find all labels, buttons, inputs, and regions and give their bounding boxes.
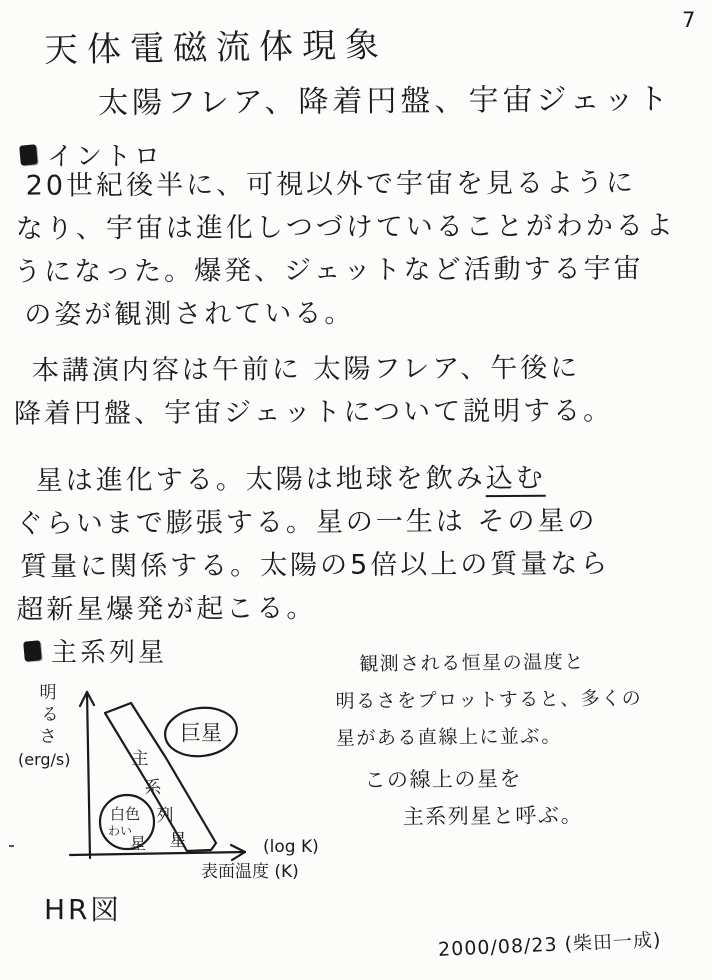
text-line [36,456,610,502]
giant-star-label: 巨星 [180,721,222,745]
section-heading-main-sequence [24,632,167,669]
text-line: の姿が観測されている。 [24,297,355,331]
diagram-caption: HR図 [44,893,122,926]
white-dwarf-label-part: 白色 [109,805,141,823]
note-line: 星がある直線上に並ぶ。 [335,725,562,750]
note-line: 主系列星と呼ぶ。 [402,803,584,829]
text-line: なり、宇宙は進化しつづけていることがわかるよ [15,210,676,245]
bullet-square-icon [23,640,42,661]
underlined-text: 込む [486,463,546,497]
text-line: 降着円盤、宇宙ジェットについて説明する。 [14,395,614,430]
bullet-square-icon [19,144,38,165]
paragraph-lecture-plan [14,346,613,435]
text-line: 質量に関係する。太陽の5倍以上の質量なら [20,548,611,583]
section-heading-main-sequence-label: 主系列星 [51,638,168,668]
hr-diagram-sketch [8,672,348,896]
x-axis-unit: (log K) [263,837,319,857]
y-axis-unit: (erg/s) [18,750,71,769]
section-heading-intro-label: イントロ [47,142,164,172]
band-char: 列 [156,806,174,826]
y-axis-char: さ [39,727,57,747]
scan-speck [9,845,14,847]
white-dwarf-label-part: 星 [129,834,147,853]
text-line: うになった。爆発、ジェットなど活動する宇宙 [14,253,644,288]
band-char: 星 [169,831,187,851]
page-title: 天体電磁流体現象 [43,25,389,71]
note-line: この線上の星を [364,766,523,793]
band-char: 系 [144,778,162,798]
band-char: 主 [131,749,149,769]
text-line: 20世紀後半に、可視以外で宇宙を見るように [25,167,637,202]
x-axis [70,845,245,860]
y-axis [80,692,94,858]
y-axis-char: 明 [39,683,57,703]
paragraph-intro [14,161,677,336]
text-segment: 星は進化する。太陽は地球を飲み [35,463,486,497]
x-axis-label: 表面温度 (K) [201,862,299,882]
note-line: 観測される恒星の温度と [359,650,585,676]
paragraph-stellar-evolution [14,456,611,631]
y-axis-label [40,683,59,747]
date-signature: 2000/08/23 (柴田一成) [437,929,662,961]
text-line: ぐらいまで膨張する。星の一生は その星の [15,505,598,540]
page-number: 7 [682,8,696,32]
y-axis-char: る [41,705,59,725]
page-subtitle: 太陽フレア、降着円盤、宇宙ジェット [97,81,672,122]
note-main-sequence-observation [335,643,644,836]
text-line: 本講演内容は午前に 太陽フレア、午後に [31,352,581,387]
white-dwarf-label-part: わい [107,824,133,838]
note-line: 明るさをプロットすると、多くの [335,687,643,713]
text-line: 超新星爆発が起こる。 [16,592,317,626]
